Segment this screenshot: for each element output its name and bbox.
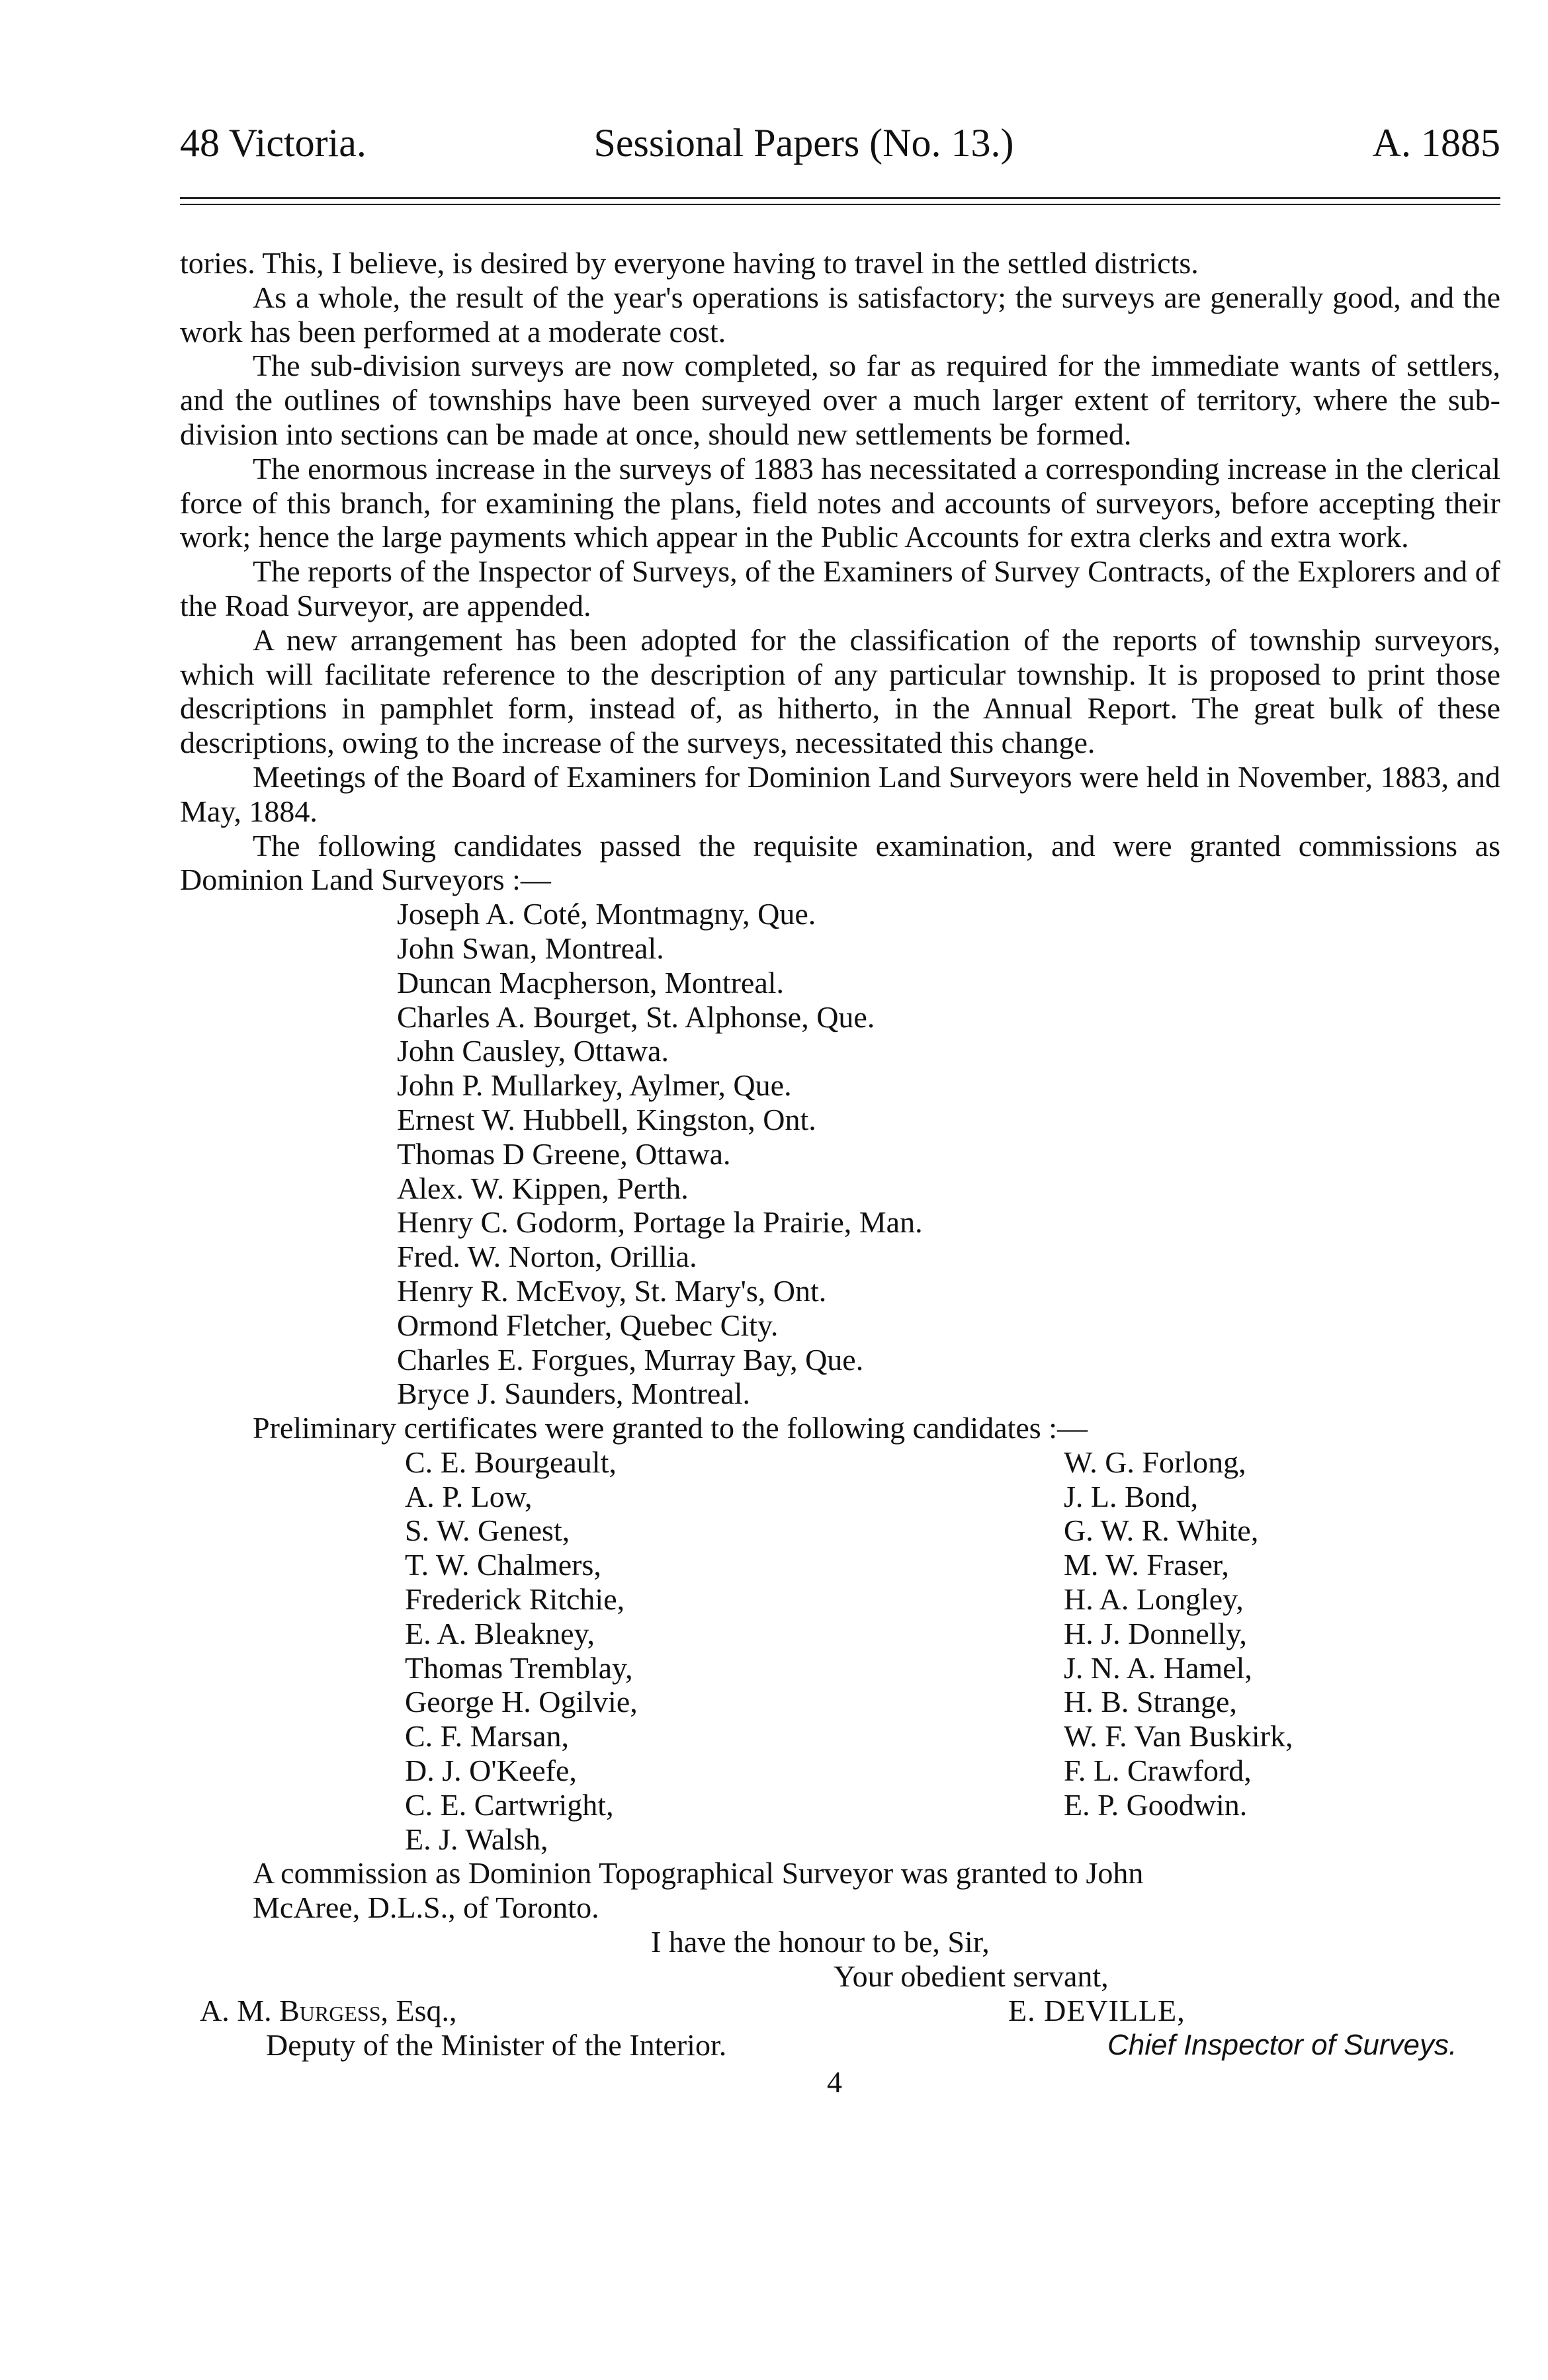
candidate-right: H. B. Strange, bbox=[1064, 1685, 1237, 1719]
candidate-right: J. N. A. Hamel, bbox=[1064, 1650, 1252, 1685]
header-rule-thin bbox=[180, 204, 1500, 205]
signer-name: E. DEVILLE, bbox=[1008, 1994, 1185, 2028]
candidate-right: M. W. Fraser, bbox=[1064, 1548, 1229, 1582]
candidate-right: H. A. Longley, bbox=[1064, 1582, 1244, 1617]
list-item: Henry R. McEvoy, St. Mary's, Ont. bbox=[397, 1273, 827, 1308]
paragraph: A new arrangement has been adopted for the classification of the reports of township surveyors, which will facilitate reference to the description of any particular township. It is proposed to print those descriptions in pamphlet form, instead of, as hitherto, in the Annual Report. The great bulk of these descriptions, owing to the increase of the surveys, necessitated this change. bbox=[180, 622, 1500, 760]
header-rule bbox=[180, 197, 1500, 199]
addressee-surname: Burgess bbox=[279, 1994, 381, 2028]
candidate-right bbox=[1064, 1822, 1527, 1857]
candidate-right: W. F. Van Buskirk, bbox=[1064, 1719, 1293, 1754]
list-item: Thomas D Greene, Ottawa. bbox=[397, 1136, 731, 1171]
list-item: John Causley, Ottawa. bbox=[397, 1034, 669, 1068]
commissioned-surveyors-list bbox=[397, 897, 1500, 1411]
list-item: Charles A. Bourget, St. Alphonse, Que. bbox=[397, 999, 875, 1034]
addressee-suffix: , Esq., bbox=[380, 1994, 457, 2028]
paragraph: The enormous increase in the surveys of 1883 has necessitated a corresponding increase in the clerical force of this branch, for examining the plans, field notes and accounts of surveyors, before accepting their work; hence the large payments which appear in the Public Accounts for extra clerks and extra work. bbox=[180, 451, 1500, 554]
topographical-commission: A commission as Dominion Topographical Surveyor was granted to John bbox=[253, 1856, 1144, 1891]
list-item: Charles E. Forgues, Murray Bay, Que. bbox=[397, 1342, 864, 1377]
signer-title: Chief Inspector of Surveys. bbox=[1107, 2029, 1457, 2062]
paragraph: As a whole, the result of the year's operations is satisfactory; the surveys are generally good, and the work has been performed at a moderate cost. bbox=[180, 280, 1500, 349]
paragraph: The reports of the Inspector of Surveys, of the Examiners of Survey Contracts, of the Explorers and of the Road Surveyor, are appended. bbox=[180, 554, 1500, 622]
candidate-right: G. W. R. White, bbox=[1064, 1513, 1259, 1548]
candidate-left: C. E. Cartwright, bbox=[405, 1787, 614, 1822]
candidate-left: Thomas Tremblay, bbox=[405, 1650, 633, 1685]
report-body bbox=[180, 246, 1500, 2130]
document-page bbox=[180, 0, 1500, 2380]
page-number: 4 bbox=[827, 2065, 842, 2100]
header-year: A. 1885 bbox=[1372, 121, 1500, 165]
addressee-title: Deputy of the Minister of the Interior. bbox=[266, 2028, 727, 2062]
candidate-left: C. F. Marsan, bbox=[405, 1719, 570, 1754]
candidate-left: George H. Ogilvie, bbox=[405, 1685, 638, 1719]
candidate-right: W. G. Forlong, bbox=[1064, 1445, 1246, 1479]
signature-block bbox=[180, 1925, 1500, 2130]
candidate-left: Frederick Ritchie, bbox=[405, 1582, 625, 1617]
list-item: Duncan Macpherson, Montreal. bbox=[397, 965, 785, 999]
preliminary-candidates bbox=[405, 1445, 1500, 1857]
candidate-left: E. A. Bleakney, bbox=[405, 1616, 595, 1650]
list-item: John Swan, Montreal. bbox=[397, 931, 664, 965]
candidate-right: H. J. Donnelly, bbox=[1064, 1616, 1247, 1650]
candidate-right: J. L. Bond, bbox=[1064, 1479, 1199, 1513]
addressee bbox=[200, 1994, 457, 2028]
list-item: John P. Mullarkey, Aylmer, Que. bbox=[397, 1068, 792, 1103]
candidate-right: F. L. Crawford, bbox=[1064, 1754, 1252, 1788]
running-head bbox=[180, 120, 1500, 167]
candidate-left: S. W. Genest, bbox=[405, 1513, 570, 1548]
candidate-left: T. W. Chalmers, bbox=[405, 1548, 601, 1582]
header-volume: 48 Victoria. bbox=[180, 121, 366, 165]
addressee-initials: A. M. bbox=[200, 1994, 272, 2028]
paragraph: Meetings of the Board of Examiners for Dominion Land Surveyors were held in November, 1883, and May, 1884. bbox=[180, 759, 1500, 828]
paragraph: The sub-division surveys are now completed, so far as required for the immediate wants of settlers, and the outlines of townships have been surveyed over a much larger extent of territory, where the sub-division into sections can be made at once, should new settlements be formed. bbox=[180, 349, 1500, 451]
candidate-left: E. J. Walsh, bbox=[405, 1822, 548, 1856]
list-item: Fred. W. Norton, Orillia. bbox=[397, 1240, 697, 1274]
candidate-left: D. J. O'Keefe, bbox=[405, 1754, 577, 1788]
paragraph: The following candidates passed the requisite examination, and were granted commissions as Dominion Land Surveyors :— bbox=[180, 828, 1500, 897]
list-item: Alex. W. Kippen, Perth. bbox=[397, 1171, 689, 1205]
closing-servant: Your obedient servant, bbox=[834, 1959, 1109, 1994]
closing-honour: I have the honour to be, Sir, bbox=[651, 1925, 990, 1959]
header-title: Sessional Papers (No. 13.) bbox=[593, 121, 1014, 165]
candidate-left: A. P. Low, bbox=[405, 1479, 533, 1513]
topographical-commission-cont: McAree, D.L.S., of Toronto. bbox=[253, 1891, 599, 1925]
list-item: Bryce J. Saunders, Montreal. bbox=[397, 1377, 750, 1411]
list-item: Ormond Fletcher, Quebec City. bbox=[397, 1308, 779, 1342]
paragraph: tories. This, I believe, is desired by everyone having to travel in the settled districts. bbox=[180, 246, 1199, 280]
list-item: Ernest W. Hubbell, Kingston, Ont. bbox=[397, 1102, 816, 1136]
preliminary-intro: Preliminary certificates were granted to the following candidates :— bbox=[253, 1411, 1088, 1445]
list-item: Henry C. Godorm, Portage la Prairie, Man. bbox=[397, 1205, 923, 1240]
candidate-left: C. E. Bourgeault, bbox=[405, 1445, 617, 1479]
list-item: Joseph A. Coté, Montmagny, Que. bbox=[397, 897, 816, 931]
candidate-right: E. P. Goodwin. bbox=[1064, 1787, 1248, 1822]
